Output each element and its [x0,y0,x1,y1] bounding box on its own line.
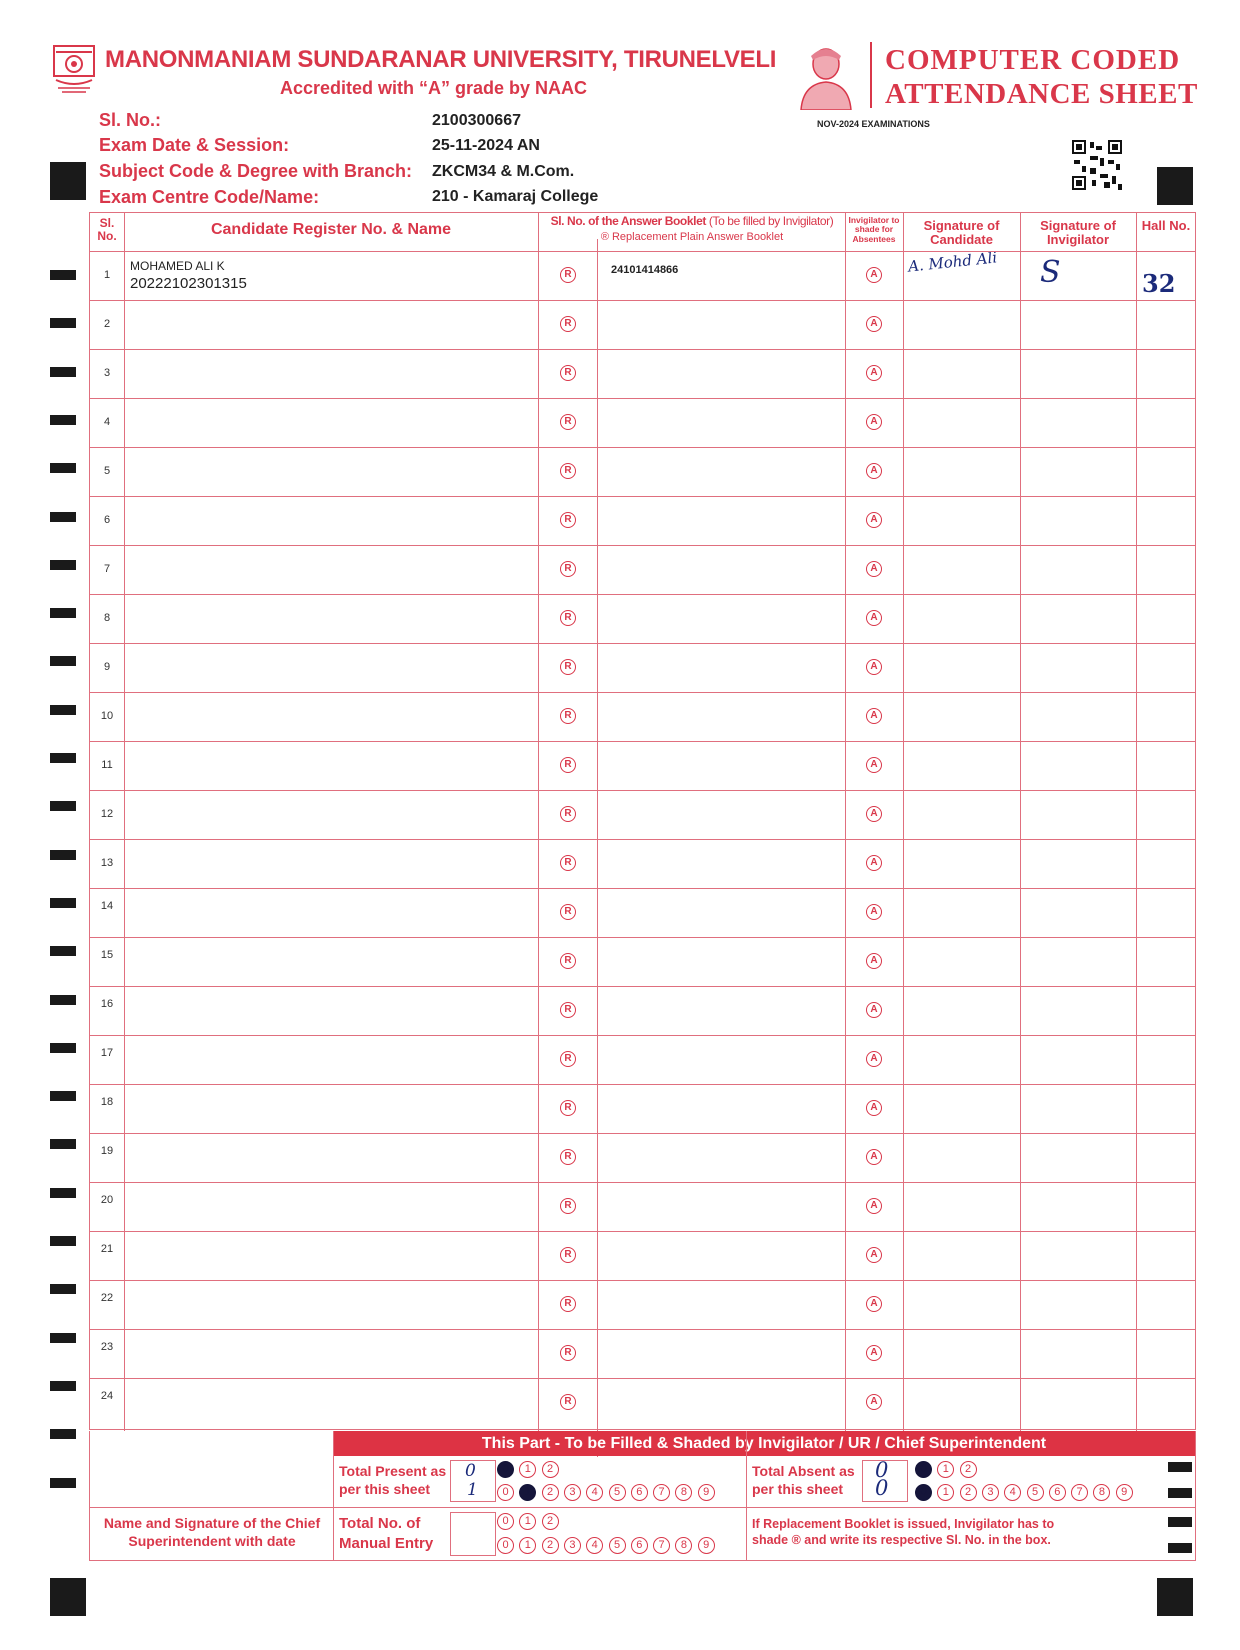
table-row [90,300,1197,349]
total-absent-tens-written: 0 [875,1458,889,1482]
total-absent-units-written: 0 [875,1476,889,1500]
absent-bubble[interactable]: A [866,1394,882,1410]
table-row [90,741,1197,790]
attendance-table [89,212,1196,1430]
row-sl-no: 9 [103,661,111,673]
timing-mark [50,560,76,570]
total-absent-write-box[interactable] [862,1460,908,1502]
table-row [90,888,1197,937]
absent-bubble[interactable]: A [866,414,882,430]
timing-mark-corner [50,162,86,200]
table-row [90,1035,1197,1084]
absent-units-bubble-8[interactable]: 8 [1093,1484,1110,1501]
absent-bubble[interactable]: A [866,365,882,381]
absent-tens-bubble-2[interactable]: 2 [960,1461,977,1478]
present-tens-bubble-2[interactable]: 2 [542,1461,559,1478]
timing-mark [50,367,76,377]
table-row [90,1329,1197,1378]
manual-units-bubble-4[interactable]: 4 [586,1537,603,1554]
absent-units-bubble-9[interactable]: 9 [1116,1484,1133,1501]
manual-tens-bubble-1[interactable]: 1 [519,1513,536,1530]
timing-mark-corner [1157,167,1193,205]
replacement-bubble[interactable]: R [560,1394,576,1410]
timing-mark [50,318,76,328]
timing-mark-corner [1157,1578,1193,1616]
timing-mark [50,850,76,860]
centre-value: 210 - Kamaraj College [432,188,599,205]
present-units-bubble-9[interactable]: 9 [698,1484,715,1501]
replacement-bubble[interactable]: R [560,463,576,479]
replacement-bubble[interactable]: R [560,1051,576,1067]
present-units-bubble-4[interactable]: 4 [586,1484,603,1501]
total-absent-label: Total Absent as per this sheet [752,1463,855,1498]
absent-bubble[interactable]: A [866,659,882,675]
table-row [90,1231,1197,1280]
absent-bubble[interactable]: A [866,855,882,871]
row-sl-no: 19 [100,1145,114,1157]
booklet-header-sub: ® Replacement Plain Answer Booklet [600,231,784,243]
timing-mark [50,1236,76,1246]
row-sl-no: 23 [100,1341,114,1353]
row-sl-no: 18 [100,1096,114,1108]
row-sl-no: 7 [103,563,111,575]
absent-bubble[interactable]: A [866,1100,882,1116]
footer-band: This Part - To be Filled & Shaded by Invigilator / UR / Chief Superintendent [333,1431,1195,1456]
timing-mark [50,1333,76,1343]
row-sl-no: 20 [100,1194,114,1206]
absent-units-bubble-3[interactable]: 3 [982,1484,999,1501]
total-present-tens-written: 0 [465,1461,476,1481]
absent-bubble[interactable]: A [866,708,882,724]
timing-mark [50,753,76,763]
subject-value: ZKCM34 & M.Com. [432,163,575,180]
university-logo [52,44,96,98]
timing-mark [50,1478,76,1488]
timing-mark-corner [50,1578,86,1616]
table-row [90,398,1197,447]
table-row [90,643,1197,692]
sheet-title-line2: ATTENDANCE SHEET [885,78,1198,110]
present-units-bubble-7[interactable]: 7 [653,1484,670,1501]
manual-tens-bubble-2[interactable]: 2 [542,1513,559,1530]
table-row [90,1378,1197,1427]
timing-mark [50,1139,76,1149]
absent-units-bubble-1[interactable]: 1 [937,1484,954,1501]
row-sl-no: 6 [103,514,111,526]
timing-mark [50,1381,76,1391]
manual-units-bubble-7[interactable]: 7 [653,1537,670,1554]
row-sl-no: 14 [100,900,114,912]
header-divider [870,42,872,108]
candidate-register-no: 20222102301315 [130,275,247,292]
table-row [90,1182,1197,1231]
row-sl-no: 13 [100,857,114,869]
table-row [90,545,1197,594]
absent-bubble[interactable]: A [866,1247,882,1263]
absent-bubble[interactable]: A [866,512,882,528]
timing-mark [50,898,76,908]
timing-mark [50,995,76,1005]
replacement-bubble[interactable]: R [560,904,576,920]
centre-label: Exam Centre Code/Name: [99,187,320,207]
timing-mark [50,656,76,666]
sl-no-value: 2100300667 [432,112,521,129]
total-present-write-box[interactable] [450,1460,496,1502]
timing-mark [50,415,76,425]
table-row [90,839,1197,888]
row-sl-no: 11 [101,759,113,771]
row-sl-no: 21 [100,1243,114,1255]
present-units-bubble-2[interactable]: 2 [542,1484,559,1501]
present-units-bubble-3[interactable]: 3 [564,1484,581,1501]
timing-mark [50,1091,76,1101]
absent-bubble[interactable]: A [866,610,882,626]
absent-bubble[interactable]: A [866,1296,882,1312]
row-sl-no: 5 [103,465,111,477]
booklet-header-main: Sl. No. of the Answer Booklet [550,214,706,228]
replacement-bubble[interactable]: R [560,806,576,822]
row-sl-no: 15 [100,949,114,961]
replacement-bubble[interactable]: R [560,512,576,528]
row-sl-no: 24 [100,1390,114,1402]
total-present-units-written: 1 [467,1480,478,1500]
absent-bubble[interactable]: A [866,1198,882,1214]
row-sl-no: 4 [103,416,111,428]
manual-units-bubble-6[interactable]: 6 [631,1537,648,1554]
invigilator-signature: S [1040,255,1061,290]
candidate-signature: A. Mohd Ali [907,248,998,276]
col-header-booklet [539,215,845,228]
replacement-bubble[interactable]: R [560,1149,576,1165]
table-row [90,1133,1197,1182]
present-units-bubble-8[interactable]: 8 [675,1484,692,1501]
absent-bubble[interactable]: A [866,953,882,969]
sheet-title-line1: COMPUTER CODED [885,44,1181,76]
replacement-bubble[interactable]: R [560,1247,576,1263]
table-row [90,692,1197,741]
replacement-bubble[interactable]: R [560,1198,576,1214]
absent-units-bubble-6[interactable]: 6 [1049,1484,1066,1501]
absent-bubble[interactable]: A [866,904,882,920]
manual-units-bubble-1[interactable]: 1 [519,1537,536,1554]
row-sl-no: 8 [103,612,111,624]
replacement-bubble[interactable]: R [560,414,576,430]
timing-mark [50,1188,76,1198]
timing-mark [50,801,76,811]
accreditation-text: Accredited with “A” grade by NAAC [280,78,588,98]
present-tens-bubble-0[interactable]: 0 [497,1461,514,1478]
exam-date-label: Exam Date & Session: [99,135,290,155]
absent-bubble[interactable]: A [866,1345,882,1361]
timing-mark [50,463,76,473]
replacement-note: If Replacement Booklet is issued, Invigilator has to shade ® and write its respective Sl. No. in the box. [752,1517,1055,1548]
manual-units-bubble-3[interactable]: 3 [564,1537,581,1554]
col-header-candidate-signature: Signature of Candidate [923,218,1000,248]
timing-mark [50,705,76,715]
chief-superintendent-label: Name and Signature of the Chief Superintendent with date [103,1515,321,1550]
subject-label: Subject Code & Degree with Branch: [99,161,413,181]
total-present-label: Total Present as per this sheet [339,1463,447,1498]
table-row [90,986,1197,1035]
absent-tens-bubble-0[interactable]: 0 [915,1461,932,1478]
candidate-name: MOHAMED ALI K [130,259,225,273]
row-sl-no: 16 [100,998,114,1010]
absent-bubble[interactable]: A [866,757,882,773]
col-header-hall: Hall No. [1141,218,1191,233]
row-sl-no: 10 [100,710,114,722]
founder-portrait [795,42,857,110]
row-sl-no: 3 [103,367,111,379]
absent-bubble[interactable]: A [866,1051,882,1067]
absent-bubble[interactable]: A [866,1149,882,1165]
answer-booklet-no[interactable]: 24101414866 [611,264,679,276]
manual-entry-write-box[interactable] [450,1512,496,1556]
timing-mark [50,270,76,280]
manual-units-bubble-9[interactable]: 9 [698,1537,715,1554]
manual-entry-label: Total No. of Manual Entry [339,1515,434,1552]
absent-bubble[interactable]: A [866,267,882,283]
present-units-bubble-5[interactable]: 5 [609,1484,626,1501]
absent-units-bubble-0[interactable]: 0 [915,1484,932,1501]
timing-mark [50,1043,76,1053]
replacement-bubble[interactable]: R [560,757,576,773]
table-row [90,447,1197,496]
absent-bubble[interactable]: A [866,561,882,577]
absent-bubble[interactable]: A [866,316,882,332]
absent-tens-bubble-1[interactable]: 1 [937,1461,954,1478]
row-sl-no: 22 [100,1292,114,1304]
table-row [90,248,1197,300]
manual-units-bubble-5[interactable]: 5 [609,1537,626,1554]
replacement-bubble[interactable]: R [560,855,576,871]
replacement-bubble[interactable]: R [560,659,576,675]
absent-bubble[interactable]: A [866,463,882,479]
replacement-bubble[interactable]: R [560,267,576,283]
replacement-bubble[interactable]: R [560,953,576,969]
present-units-bubble-6[interactable]: 6 [631,1484,648,1501]
replacement-bubble[interactable]: R [560,561,576,577]
col-header-invigilator-signature: Signature of Invigilator [1040,218,1116,248]
qr-code [1072,140,1122,190]
timing-mark [50,1429,76,1439]
present-units-bubble-0[interactable]: 0 [497,1484,514,1501]
table-row [90,790,1197,839]
table-row [90,349,1197,398]
timing-mark [50,512,76,522]
present-units-bubble-1[interactable]: 1 [519,1484,536,1501]
exam-session-tag: NOV-2024 EXAMINATIONS [817,119,930,129]
absent-bubble[interactable]: A [866,806,882,822]
university-name: MANONMANIAM SUNDARANAR UNIVERSITY, TIRUNELVELI [105,46,777,73]
timing-mark [50,1284,76,1294]
booklet-header-note: (To be filled by Invigilator) [708,214,834,228]
row-sl-no: 1 [103,269,111,281]
manual-units-bubble-2[interactable]: 2 [542,1537,559,1554]
replacement-bubble[interactable]: R [560,1002,576,1018]
col-header-sl: Sl. No. [97,216,117,244]
col-header-absentees: Invigilator to shade for Absentees [848,215,900,244]
row-sl-no: 12 [100,808,114,820]
table-row [90,1280,1197,1329]
absent-units-bubble-2[interactable]: 2 [960,1484,977,1501]
col-header-candidate: Candidate Register No. & Name [210,221,452,238]
row-sl-no: 17 [100,1047,114,1059]
replacement-bubble[interactable]: R [560,1345,576,1361]
absent-units-bubble-7[interactable]: 7 [1071,1484,1088,1501]
table-row [90,1084,1197,1133]
replacement-bubble[interactable]: R [560,610,576,626]
table-row [90,496,1197,545]
absent-bubble[interactable]: A [866,1002,882,1018]
sl-no-label: Sl. No.: [99,110,161,130]
absent-units-bubble-4[interactable]: 4 [1004,1484,1021,1501]
exam-date-value: 25-11-2024 AN [432,137,540,154]
manual-units-bubble-0[interactable]: 0 [497,1537,514,1554]
replacement-bubble[interactable]: R [560,365,576,381]
hall-no: 32 [1142,269,1176,298]
timing-mark [50,608,76,618]
row-sl-no: 2 [103,318,111,330]
replacement-bubble[interactable]: R [560,1296,576,1312]
absent-units-bubble-5[interactable]: 5 [1027,1484,1044,1501]
replacement-bubble[interactable]: R [560,708,576,724]
replacement-bubble[interactable]: R [560,1100,576,1116]
table-row [90,937,1197,986]
timing-mark [50,946,76,956]
replacement-bubble[interactable]: R [560,316,576,332]
table-row [90,594,1197,643]
present-tens-bubble-1[interactable]: 1 [519,1461,536,1478]
manual-tens-bubble-0[interactable]: 0 [497,1513,514,1530]
manual-units-bubble-8[interactable]: 8 [675,1537,692,1554]
